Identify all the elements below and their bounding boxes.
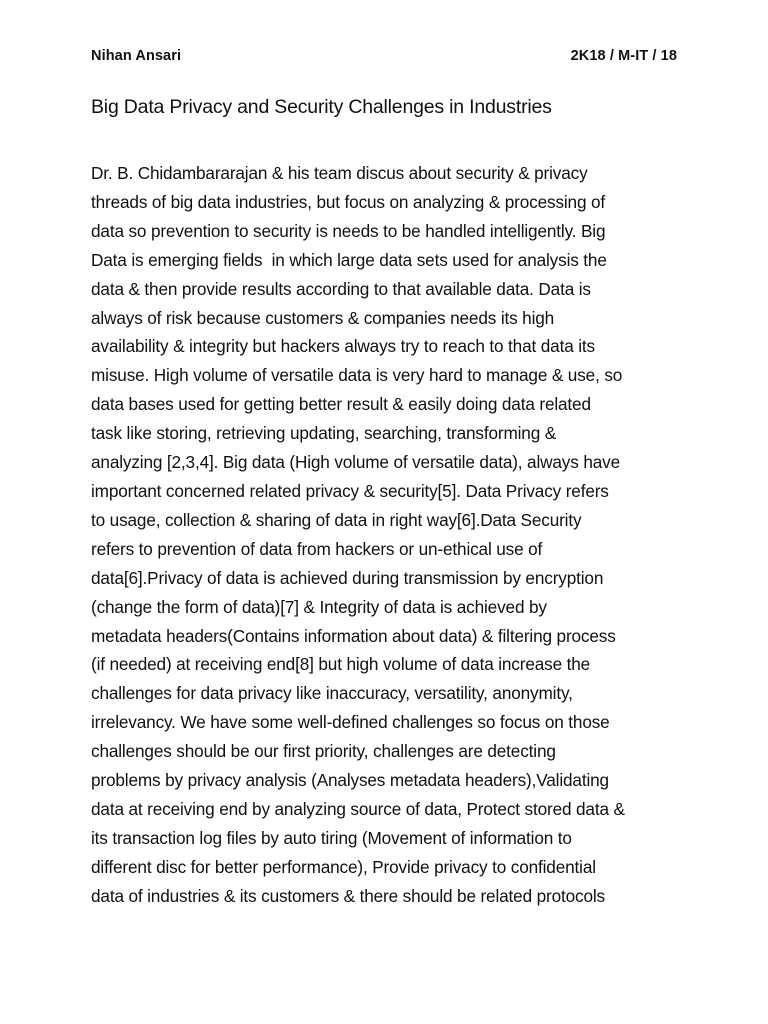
paragraph-line: refers to prevention of data from hackers or un-ethical use of (91, 538, 543, 559)
paragraph-line: misuse. High volume of versatile data is very hard to manage & use, so (91, 365, 623, 386)
paragraph-line: metadata headers(Contains information about data) & filtering process (91, 625, 616, 646)
paragraph-line: important concerned related privacy & security[5]. Data Privacy refers (91, 480, 609, 501)
document-title: Big Data Privacy and Security Challenges in Industries (91, 96, 552, 118)
page-header (91, 48, 677, 64)
paragraph-line: challenges for data privacy like inaccuracy, versatility, anonymity, (91, 683, 573, 704)
paragraph-line: challenges should be our first priority, challenges are detecting (91, 741, 556, 762)
paragraph-line: problems by privacy analysis (Analyses metadata headers),Validating (91, 770, 609, 791)
paragraph-line: availability & integrity but hackers always try to reach to that data its (91, 336, 595, 357)
paragraph-line: data of industries & its customers & there should be related protocols (91, 885, 605, 906)
paragraph-line: irrelevancy. We have some well-defined challenges so focus on those (91, 712, 610, 733)
paragraph-line: (change the form of data)[7] & Integrity of data is achieved by (91, 596, 547, 617)
paragraph-line: threads of big data industries, but focus on analyzing & processing of (91, 191, 606, 212)
paragraph-line: data[6].Privacy of data is achieved during transmission by encryption (91, 567, 604, 588)
author-name: Nihan Ansari (91, 48, 182, 64)
paragraph-line: its transaction log files by auto tiring (Movement of information to (91, 827, 572, 848)
paragraph-line: task like storing, retrieving updating, searching, transforming & (91, 423, 557, 444)
body-paragraph (91, 159, 691, 911)
paragraph-line: data & then provide results according to that available data. Data is (91, 278, 591, 299)
paragraph-line: analyzing [2,3,4]. Big data (High volume of versatile data), always have (91, 452, 620, 473)
paragraph-line: always of risk because customers & companies needs its high (91, 307, 555, 328)
paragraph-line: Dr. B. Chidambararajan & his team discus about security & privacy (91, 163, 588, 183)
paragraph-line: data bases used for getting better result & easily doing data related (91, 394, 591, 415)
course-id: 2K18 / M-IT / 18 (570, 48, 677, 64)
paragraph-line: data so prevention to security is needs to be handled intelligently. Big (91, 220, 606, 241)
paragraph-line: to usage, collection & sharing of data in right way[6].Data Security (91, 509, 582, 530)
paragraph-line: different disc for better performance), Provide privacy to confidential (91, 856, 596, 877)
paragraph-line: data at receiving end by analyzing source of data, Protect stored data & (91, 798, 625, 819)
paragraph-line: (if needed) at receiving end[8] but high volume of data increase the (91, 654, 591, 675)
paragraph-line: Data is emerging fields in which large data sets used for analysis the (91, 249, 607, 270)
